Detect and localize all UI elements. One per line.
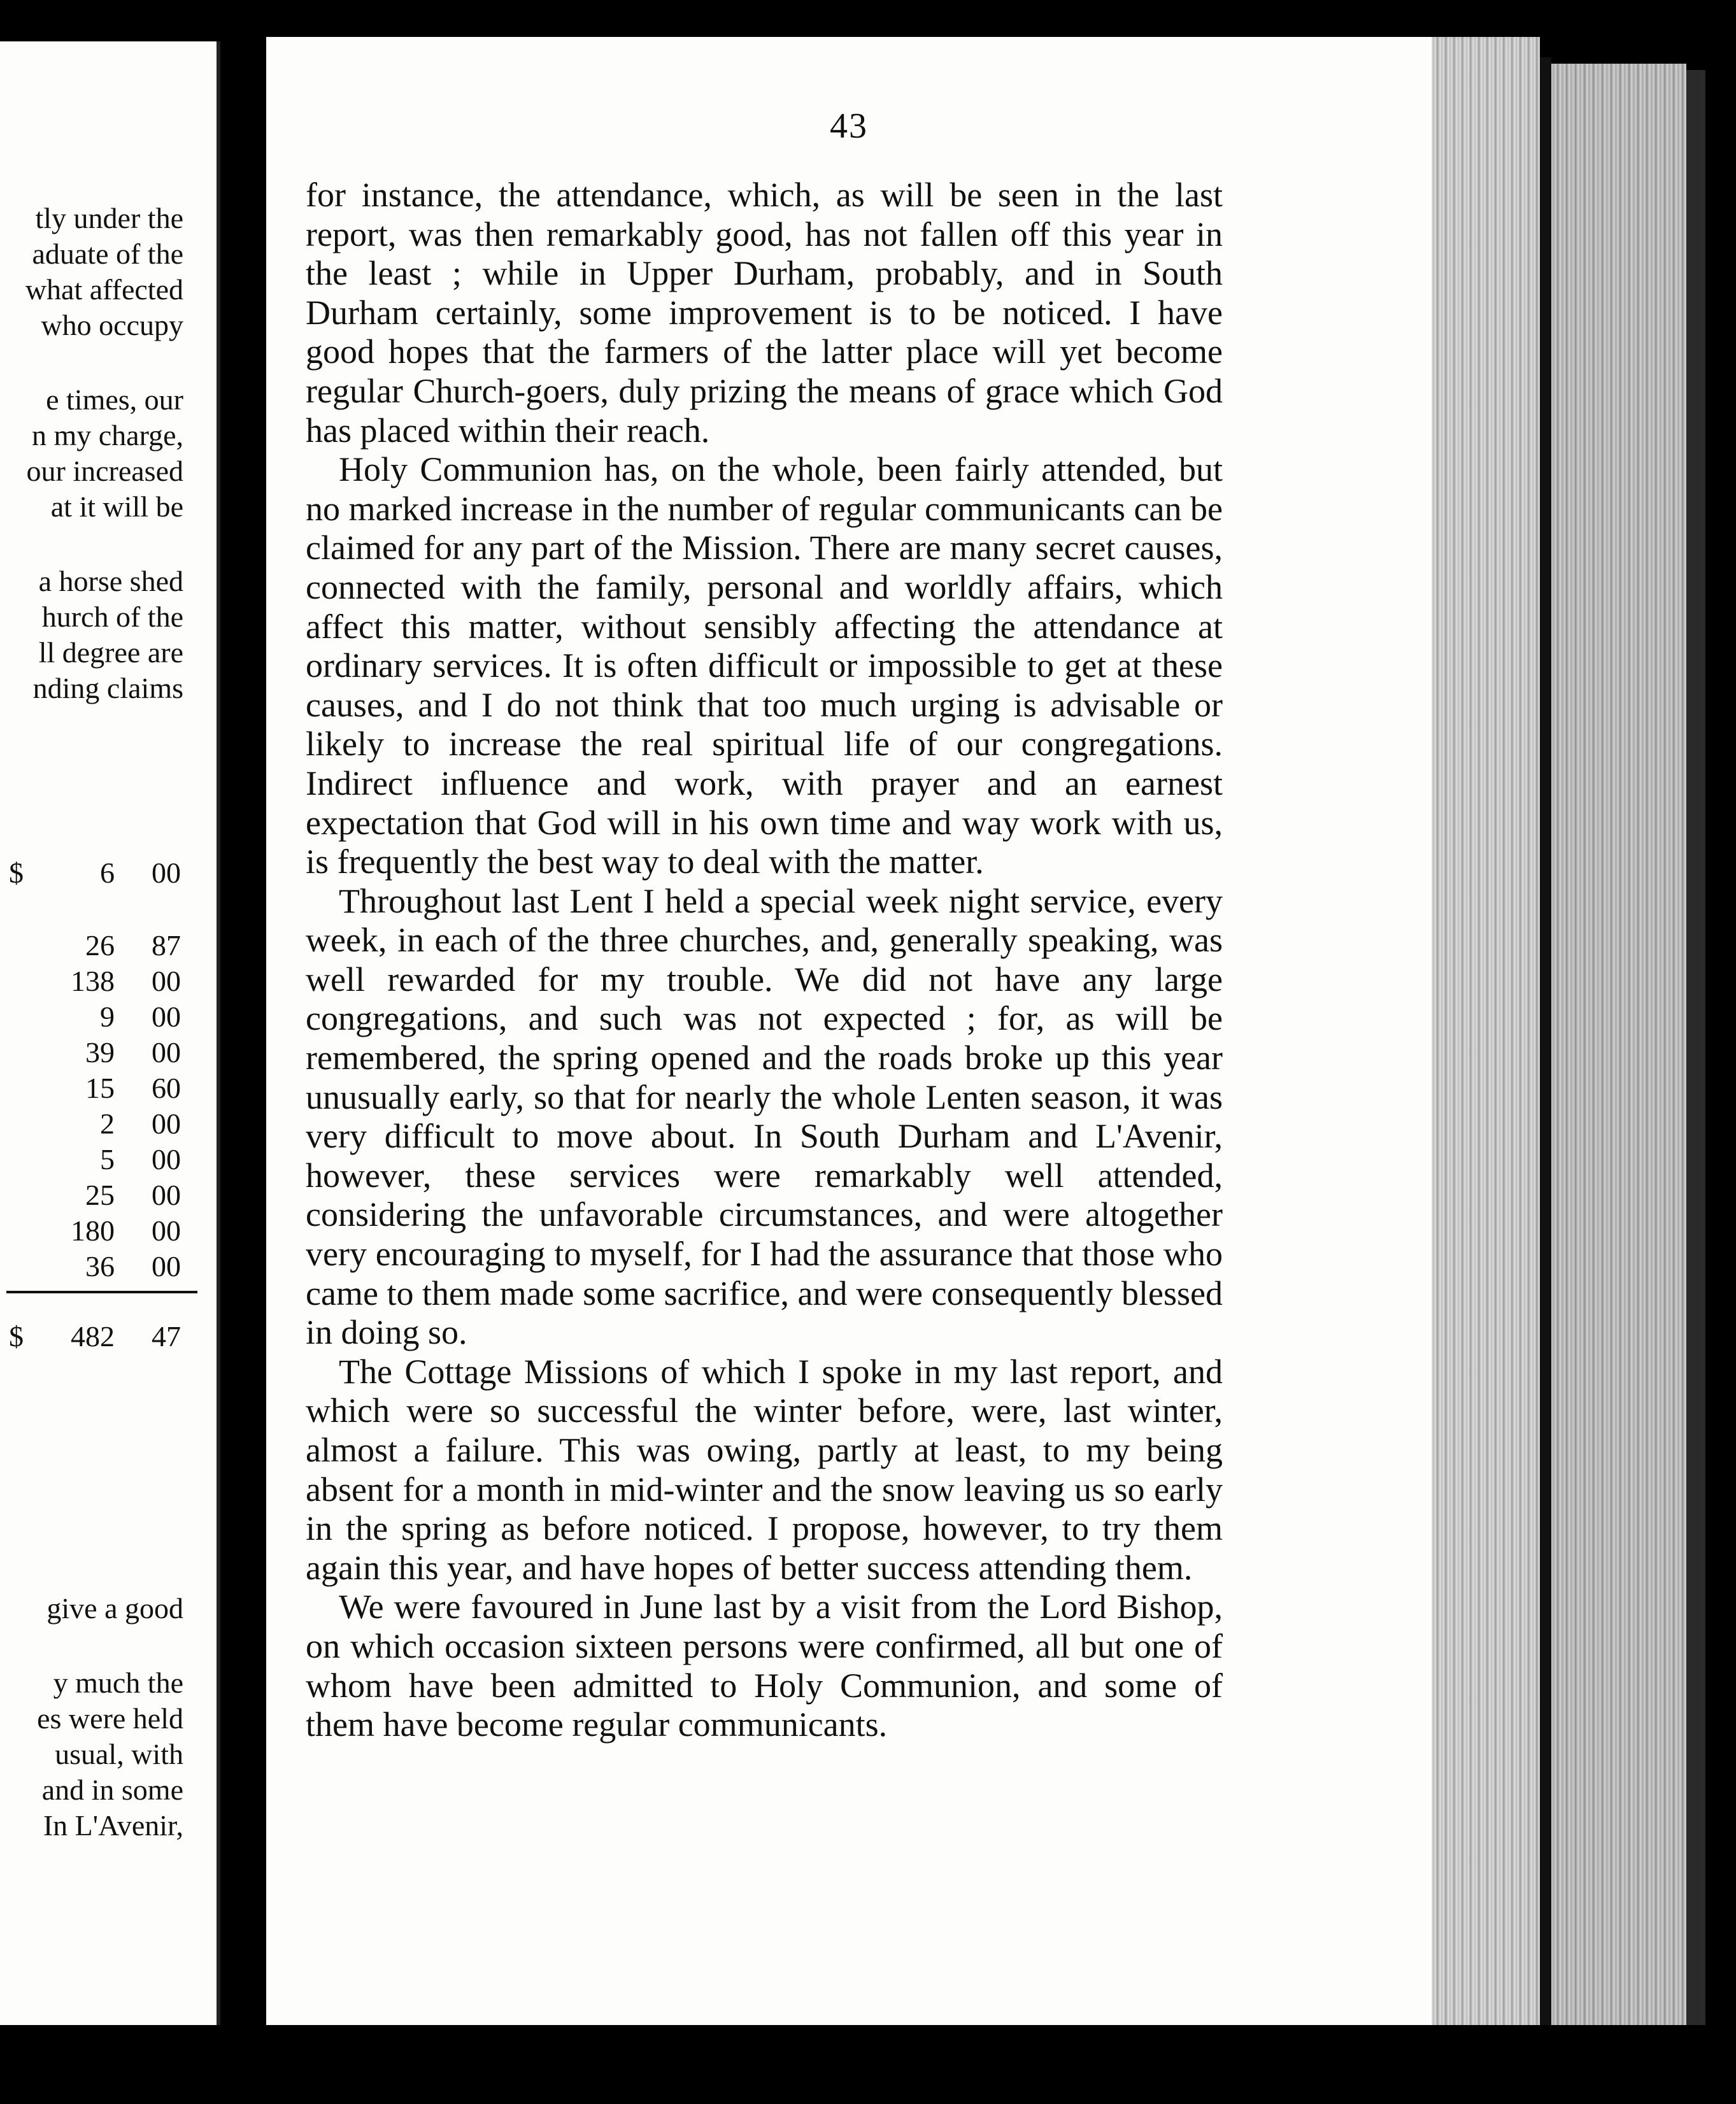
amount-cents: 00: [152, 1036, 181, 1069]
amount-cents: 87: [152, 929, 181, 962]
amount-cents: 00: [152, 857, 181, 889]
amount-dollars: 26: [85, 929, 115, 962]
right-page: [266, 37, 1432, 2025]
total-dollars: 482: [71, 1320, 115, 1353]
amount-cents: 00: [152, 1143, 181, 1176]
amount-row: [38, 1070, 181, 1106]
left-page: [0, 41, 220, 2025]
left-line: e times, our: [46, 383, 183, 416]
left-line: give a good: [46, 1592, 183, 1624]
amount-row: [38, 1106, 181, 1142]
left-line: who occupy: [41, 309, 183, 341]
paragraph: We were favoured in June last by a visit from the Lord Bishop, on which occasion sixteen persons were confirmed, all but one of whom have been admitted to Holy Communion, and some of them have become regular communicants.: [306, 1588, 1223, 1744]
left-line: a horse shed: [38, 565, 183, 597]
amount-dollars: 9: [100, 1000, 115, 1033]
amount-dollars: 180: [71, 1214, 115, 1247]
currency-symbol: $: [9, 857, 24, 889]
left-line: es were held: [37, 1702, 183, 1735]
amount-cents: 00: [152, 1000, 181, 1033]
amount-cents: 00: [152, 1250, 181, 1283]
amount-cents: 00: [152, 1214, 181, 1247]
amount-dollars: 25: [85, 1179, 115, 1211]
left-line: y much the: [53, 1667, 183, 1699]
left-line: what affected: [25, 273, 183, 306]
page-stack-edge: [1432, 37, 1540, 2025]
amount-dollars: 15: [85, 1072, 115, 1104]
left-line: aduate of the: [32, 238, 183, 270]
left-line: ll degree are: [38, 636, 183, 669]
amount-row: [38, 1249, 181, 1284]
amount-dollars: 36: [85, 1250, 115, 1283]
amount-cents: 00: [152, 965, 181, 997]
left-line: at it will be: [50, 490, 183, 523]
body-text: [306, 176, 1223, 1745]
amount-row: [38, 999, 181, 1035]
left-line: In L'Avenir,: [43, 1809, 183, 1842]
total-currency-symbol: $: [9, 1320, 24, 1353]
amount-cents: 00: [152, 1107, 181, 1140]
paragraph: Throughout last Lent I held a special week night service, every week, in each of the three churches, and, generally speaking, was well rewarded for my trouble. We did not have any large congregations, and such was not expected ; for, as will be remembered, the spring opened and the roads broke up this year unusually early, so that for nearly the whole Lenten season, it was very difficult to move about. In South Durham and L'Avenir, however, these services were remarkably well attended, considering the unfavorable circumstances, and were altogether very encouraging to myself, for I had the assurance that those who came to them made some sacrifice, and were consequently blessed in doing so.: [306, 881, 1223, 1352]
paragraph: for instance, the attendance, which, as will be seen in the last report, was then remarkably good, has not fallen off this year in the least ; while in Upper Durham, probably, and in South Durham certainly, some improvement is to be noticed. I have good hopes that the farmers of the latter place will yet become regular Church-goers, duly prizing the means of grace which God has placed within their reach.: [306, 176, 1223, 450]
total-cents: 47: [152, 1320, 181, 1353]
paragraph: Holy Communion has, on the whole, been fairly attended, but no marked increase in the number of regular communicants can be claimed for any part of the Mission. There are many secret causes, connected with the family, personal and worldly affairs, which affect this matter, without sensibly affecting the attendance at ordinary services. It is often difficult or impossible to get at these causes, and I do not think that too much urging is advisable or likely to increase the real spiritual life of our congregations. Indirect influence and work, with prayer and an earnest expectation that God will in his own time and way work with us, is frequently the best way to deal with the matter.: [306, 450, 1223, 881]
amount-total: [38, 1319, 181, 1354]
amount-dollars: 39: [85, 1036, 115, 1069]
amount-cents: 00: [152, 1179, 181, 1211]
amount-dollars: 138: [71, 965, 115, 997]
page-number: 43: [830, 106, 868, 146]
amount-row: [38, 963, 181, 999]
left-line: our increased: [26, 455, 183, 487]
amount-row: [38, 1213, 181, 1249]
left-line: n my charge,: [31, 419, 183, 451]
amount-cents: 60: [152, 1072, 181, 1104]
amount-dollars: 5: [100, 1143, 115, 1176]
amount-row: [38, 928, 181, 963]
amount-row: [38, 1177, 181, 1213]
amount-row: [38, 855, 181, 891]
total-rule: [6, 1291, 197, 1293]
amount-row: [38, 1142, 181, 1177]
amount-row: [38, 1035, 181, 1070]
left-line: tly under the: [35, 202, 183, 234]
left-line: hurch of the: [41, 601, 183, 633]
paragraph: The Cottage Missions of which I spoke in my last report, and which were so successful the winter before, were, last winter, almost a failure. This was owing, partly at least, to my being absent for a month in mid-winter and the snow leaving us so early in the spring as before noticed. I propose, however, to try them again this year, and have hopes of better success attending them.: [306, 1352, 1223, 1587]
left-line: usual, with: [55, 1738, 183, 1770]
cover-edge: [1551, 64, 1686, 2025]
book-gap: [1540, 57, 1551, 2025]
left-line: and in some: [41, 1773, 183, 1806]
left-line: nding claims: [32, 672, 183, 704]
amount-dollars: 2: [100, 1107, 115, 1140]
amount-dollars: 6: [100, 857, 115, 889]
book-spine: [1686, 70, 1705, 2025]
